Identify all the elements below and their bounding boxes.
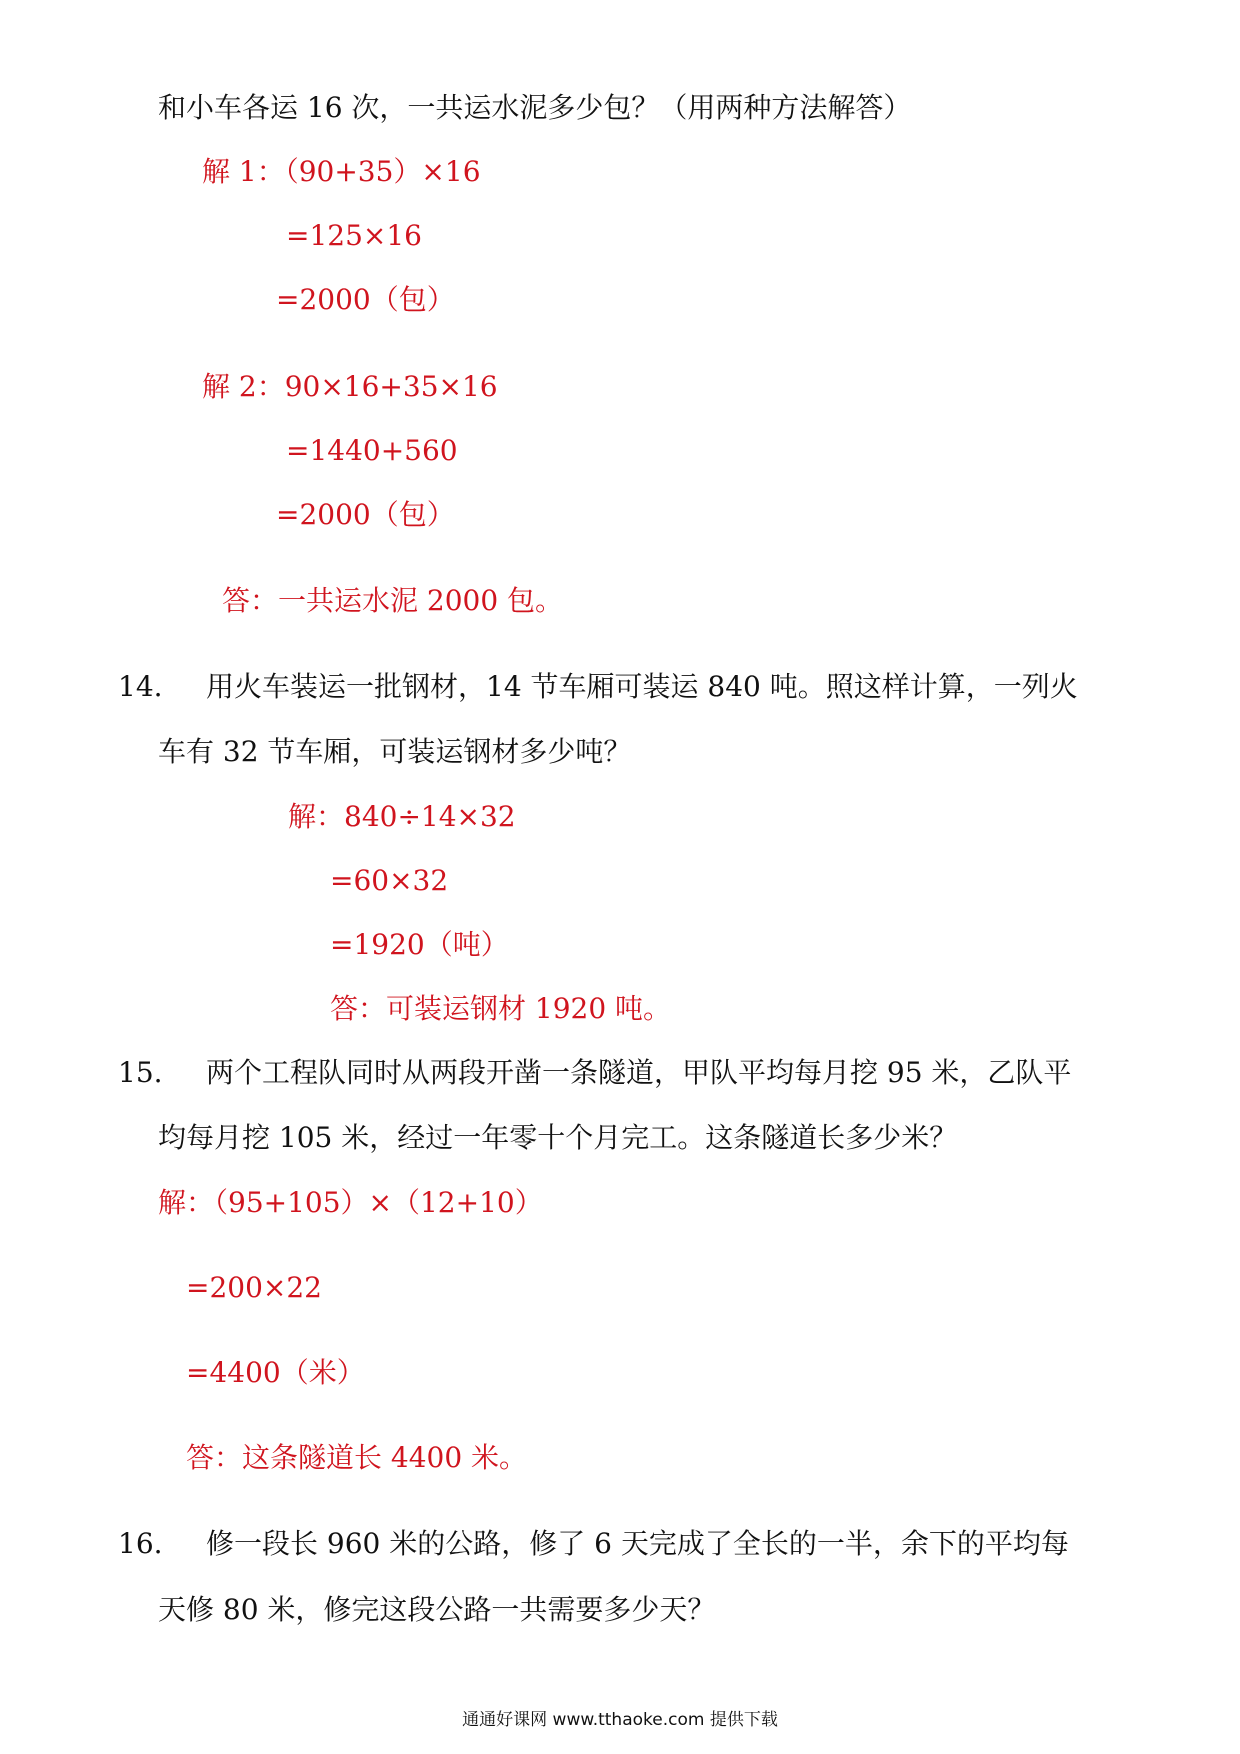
q14-number: 14. — [118, 670, 163, 703]
q15-solution-line2: =200×22 — [186, 1271, 322, 1304]
q13-method1-line3: =2000（包） — [276, 283, 455, 316]
q15-number: 15. — [118, 1056, 163, 1089]
q16-number: 16. — [118, 1527, 163, 1560]
q13-method1-line2: =125×16 — [286, 219, 422, 252]
q13-method1-line1: 解 1：（90+35）×16 — [202, 155, 481, 188]
q13-method2-line3: =2000（包） — [276, 498, 455, 531]
q15-answer: 答：这条隧道长 4400 米。 — [186, 1441, 528, 1474]
q14-question-line2: 车有 32 节车厢，可装运钢材多少吨？ — [158, 735, 632, 768]
q13-method2-line2: =1440+560 — [286, 434, 458, 467]
q14-question-line1: 用火车装运一批钢材，14 节车厢可装运 840 吨。照这样计算，一列火 — [206, 670, 1078, 703]
q14-solution-line2: =60×32 — [330, 864, 449, 897]
q15-solution-line3: =4400（米） — [186, 1356, 365, 1389]
q13-method2-line1: 解 2：90×16+35×16 — [202, 370, 498, 403]
page-footer: 通通好课网 www.tthaoke.com 提供下载 — [462, 1710, 778, 1730]
q15-question-line2: 均每月挖 105 米，经过一年零十个月完工。这条隧道长多少米？ — [158, 1121, 958, 1154]
q14-answer: 答：可装运钢材 1920 吨。 — [330, 992, 672, 1025]
q13-answer: 答：一共运水泥 2000 包。 — [222, 584, 564, 617]
q16-question-line1: 修一段长 960 米的公路，修了 6 天完成了全长的一半，余下的平均每 — [206, 1527, 1069, 1560]
q14-solution-line3: =1920（吨） — [330, 928, 509, 961]
q16-question-line2: 天修 80 米，修完这段公路一共需要多少天？ — [158, 1593, 716, 1626]
q15-solution-line1: 解：（95+105）×（12+10） — [158, 1186, 543, 1219]
q15-question-line1: 两个工程队同时从两段开凿一条隧道，甲队平均每月挖 95 米，乙队平 — [206, 1056, 1072, 1089]
q14-solution-line1: 解：840÷14×32 — [288, 800, 516, 833]
q13-question-line: 和小车各运 16 次，一共运水泥多少包？（用两种方法解答） — [158, 91, 912, 124]
